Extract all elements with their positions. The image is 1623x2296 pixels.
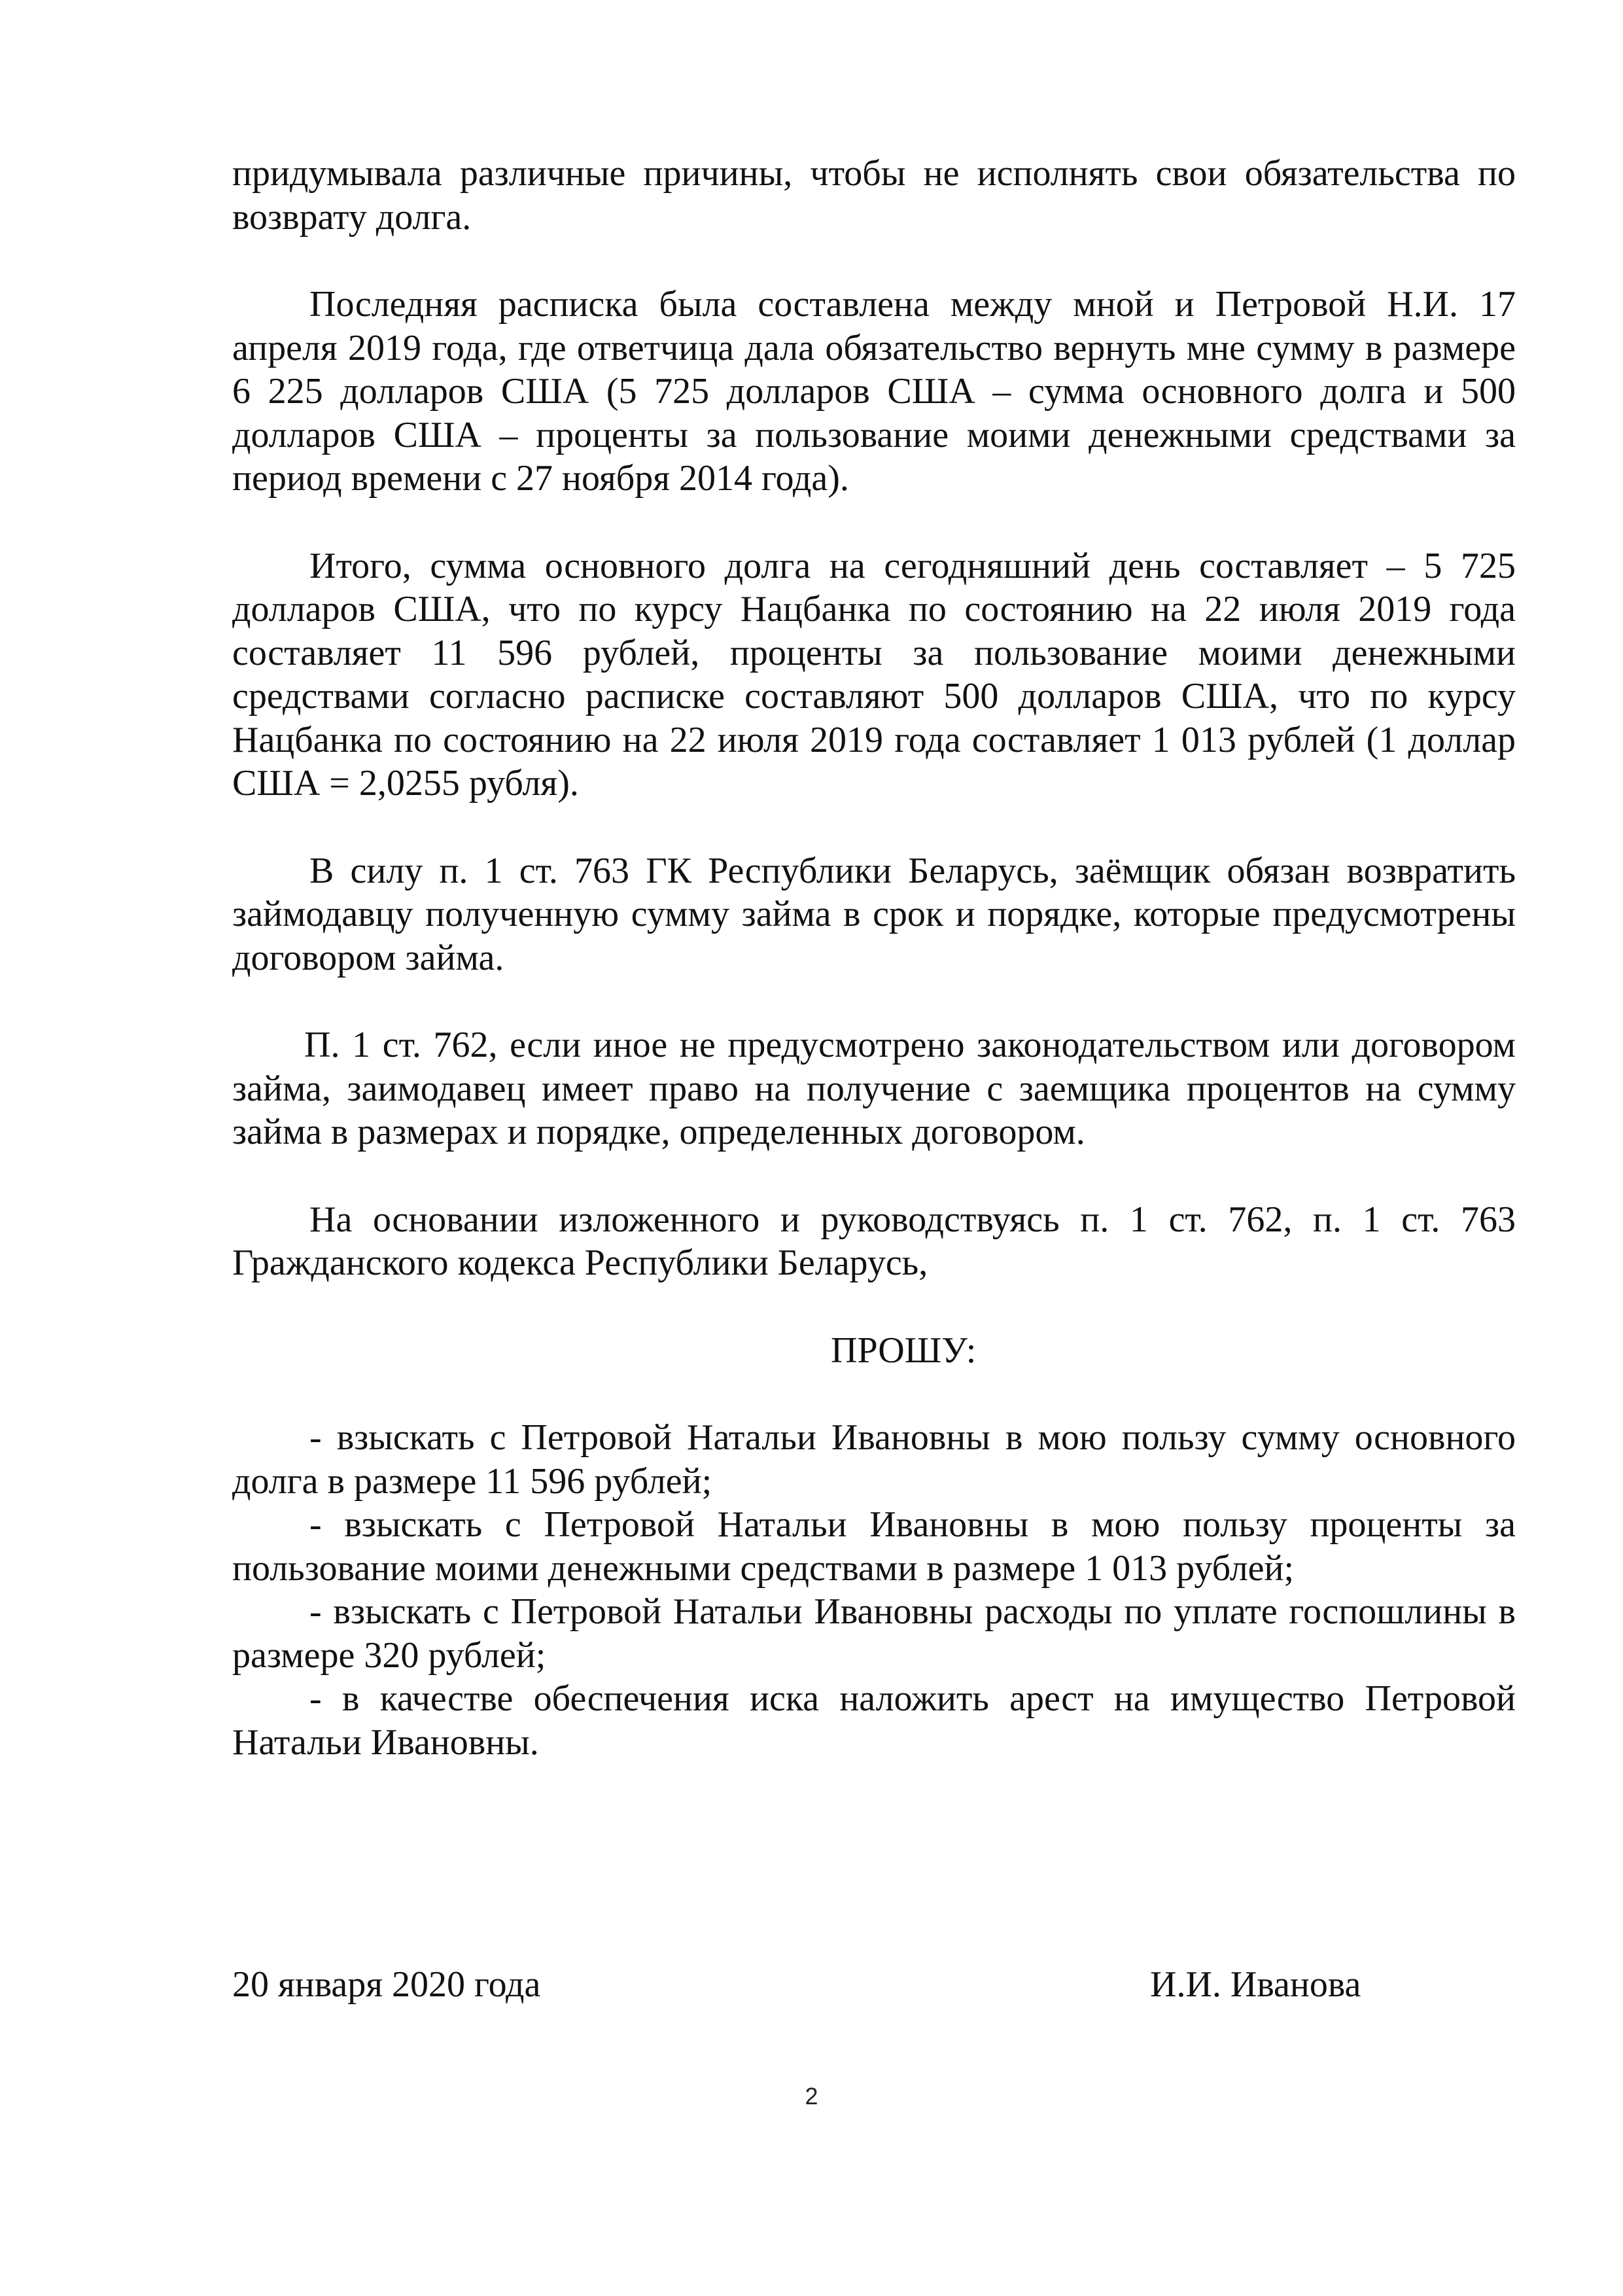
list-item: - взыскать с Петровой Натальи Ивановны расходы по уплате госпошлины в размере 320 рублей;	[232, 1591, 1516, 1676]
paragraph-grounds: На основании изложенного и руководствуясь п. 1 ст. 762, п. 1 ст. 763 Гражданского кодекса Республики Беларусь,	[232, 1199, 1516, 1283]
list-item: - взыскать с Петровой Натальи Ивановны в мою пользу проценты за пользование моими денежными средствами в размере 1 013 рублей;	[232, 1504, 1516, 1589]
page-number: 2	[805, 2083, 818, 2110]
signature-name: И.И. Иванова	[1150, 1964, 1361, 2005]
paragraph-continuation: придумывала различные причины, чтобы не исполнять свои обязательства по возврату долга.	[232, 153, 1516, 238]
document-body	[232, 152, 1516, 1764]
paragraph-article-762: П. 1 ст. 762, если иное не предусмотрено законодательством или договором займа, заимодавец имеет право на получение с заемщика процентов на сумму займа в размерах и порядке, определенных договором.	[232, 1025, 1516, 1152]
request-list	[232, 1416, 1516, 1764]
signature-date: 20 января 2020 года	[232, 1964, 541, 2005]
list-item: - в качестве обеспечения иска наложить арест на имущество Петровой Натальи Ивановны.	[232, 1678, 1516, 1763]
paragraph-last-receipt: Последняя расписка была составлена между мной и Петровой Н.И. 17 апреля 2019 года, где ответчица дала обязательство вернуть мне сумму в размере 6 225 долларов США (5 725 долларов США – сумма основного долга и 500 долларов США – проценты за пользование моими денежными средствами за период времени с 27 ноября 2014 года).	[232, 284, 1516, 499]
paragraph-total-debt: Итого, сумма основного долга на сегодняшний день составляет – 5 725 долларов США, что по курсу Нацбанка по состоянию на 22 июля 2019 года составляет 11 596 рублей, проценты за пользование моими денежными средствами согласно расписке составляют 500 долларов США, что по курсу Нацбанка по состоянию на 22 июля 2019 года составляет 1 013 рублей (1 доллар США = 2,0255 рубля).	[232, 545, 1516, 804]
paragraph-article-763: В силу п. 1 ст. 763 ГК Республики Беларусь, заёмщик обязан возвратить займодавцу полученную сумму займа в срок и порядке, которые предусмотрены договором займа.	[232, 850, 1516, 978]
list-item: - взыскать с Петровой Натальи Ивановны в мою пользу сумму основного долга в размере 11 596 рублей;	[232, 1417, 1516, 1502]
request-heading: ПРОШУ:	[831, 1330, 977, 1371]
